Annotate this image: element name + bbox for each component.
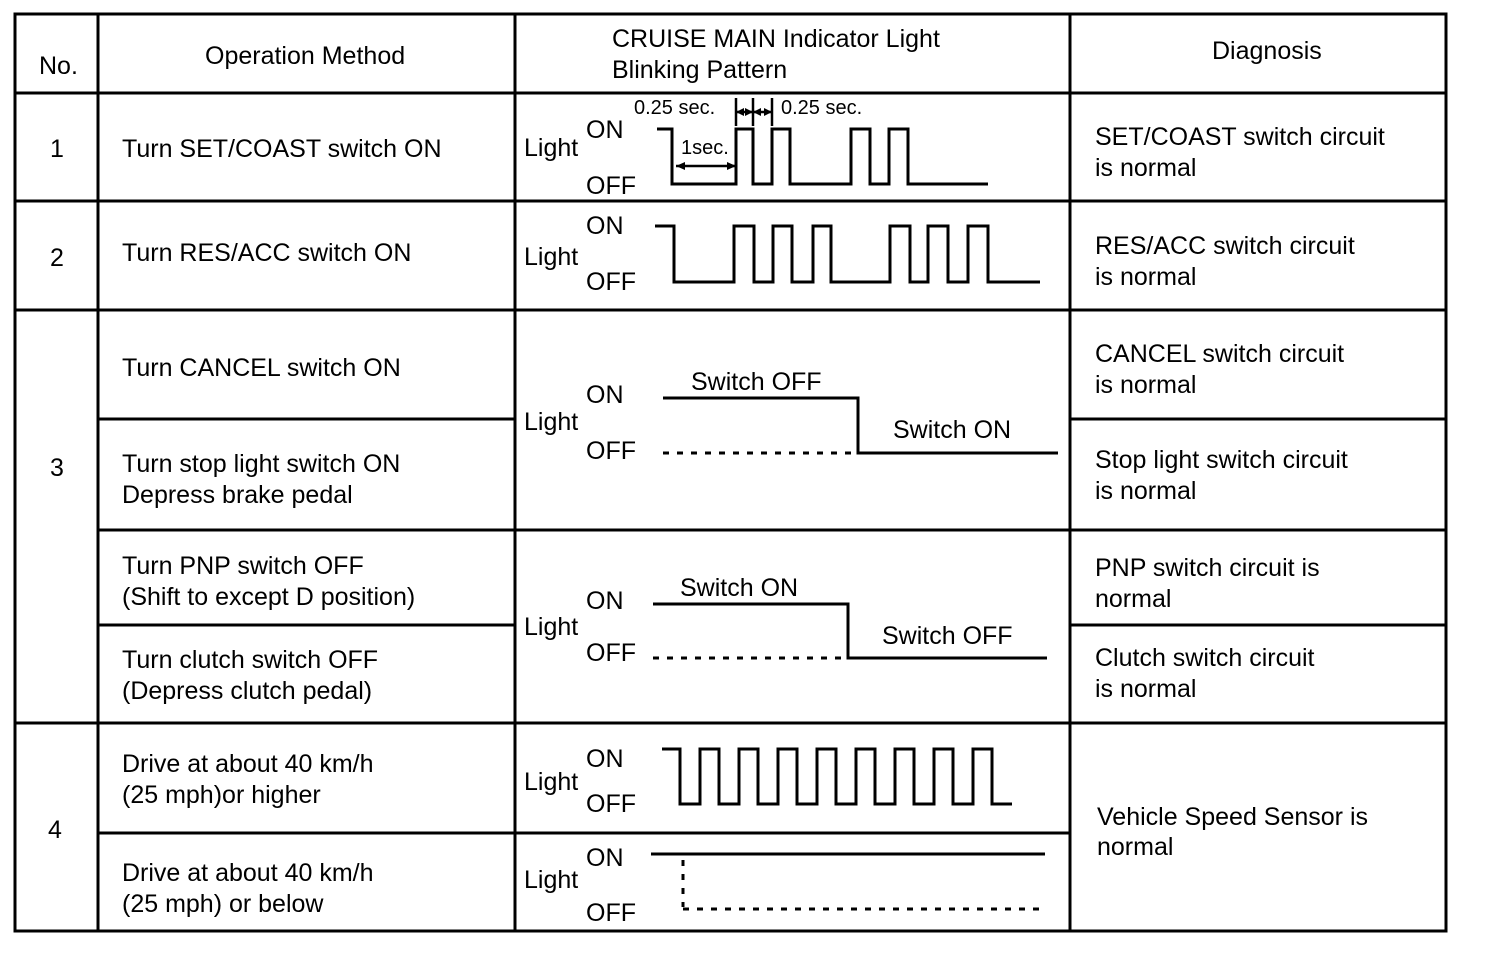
row1-on-label: ON — [586, 116, 624, 144]
row1-arrowhead-5 — [676, 162, 685, 170]
row2-off-label: OFF — [586, 268, 636, 296]
table-header — [39, 25, 1322, 84]
table-row-1 — [50, 97, 1385, 200]
row3ab-switch-on-label: Switch ON — [893, 416, 1012, 444]
row2-diagnosis-line1: RES/ACC switch circuit — [1095, 232, 1355, 260]
row3ab-off-label: OFF — [586, 437, 636, 465]
row4b-operation-line1: Drive at about 40 km/h — [122, 859, 374, 887]
row2-on-label: ON — [586, 212, 624, 240]
row4a-on-label: ON — [586, 745, 624, 773]
row4a-blink-waveform — [662, 749, 1012, 804]
row3b-operation-line1: Turn stop light switch ON — [122, 450, 401, 478]
row2-blink-waveform — [655, 226, 1040, 282]
row1-off-label: OFF — [586, 172, 636, 200]
row3cd-switch-on-label: Switch ON — [680, 574, 799, 602]
row2-light-label: Light — [524, 243, 579, 271]
row4b-light-label: Light — [524, 866, 579, 894]
row1-light-label: Light — [524, 134, 579, 162]
row3b-diagnosis-line2: is normal — [1095, 477, 1197, 505]
header-no: No. — [39, 52, 78, 80]
row1-diagnosis-line1: SET/COAST switch circuit — [1095, 123, 1385, 151]
row3c-diagnosis-line2: normal — [1095, 585, 1172, 613]
row3c-operation-line2: (Shift to except D position) — [122, 583, 416, 611]
row1-operation: Turn SET/COAST switch ON — [122, 135, 442, 163]
row4b-on-label: ON — [586, 844, 624, 872]
row2-no: 2 — [50, 244, 64, 272]
row1-time-025-b: 0.25 sec. — [781, 97, 863, 119]
header-pattern-line1: CRUISE MAIN Indicator Light — [612, 25, 940, 53]
row3ab-on-label: ON — [586, 381, 624, 409]
row3a-diagnosis-line2: is normal — [1095, 371, 1197, 399]
row4a-light-label: Light — [524, 768, 579, 796]
table-row-4 — [48, 745, 1368, 927]
row4-no: 4 — [48, 816, 62, 844]
row3d-diagnosis-line2: is normal — [1095, 675, 1197, 703]
row2-operation: Turn RES/ACC switch ON — [122, 239, 412, 267]
row3cd-off-label: OFF — [586, 639, 636, 667]
row3cd-on-label: ON — [586, 587, 624, 615]
row1-time-025-a: 0.25 sec. — [634, 97, 716, 119]
row4-diagnosis-line2: normal — [1097, 833, 1174, 861]
row3b-diagnosis-line1: Stop light switch circuit — [1095, 446, 1348, 474]
row4a-operation-line1: Drive at about 40 km/h — [122, 750, 374, 778]
row4b-operation-line2: (25 mph) or below — [122, 890, 324, 918]
row3d-operation-line1: Turn clutch switch OFF — [122, 646, 379, 674]
row1-no: 1 — [50, 135, 64, 163]
row4a-off-label: OFF — [586, 790, 636, 818]
row3ab-switch-off-label: Switch OFF — [691, 368, 822, 396]
row2-diagnosis-line2: is normal — [1095, 263, 1197, 291]
row3ab-light-label: Light — [524, 408, 579, 436]
row3c-diagnosis-line1: PNP switch circuit is — [1095, 554, 1320, 582]
row3cd-switch-off-label: Switch OFF — [882, 622, 1013, 650]
row3a-operation: Turn CANCEL switch ON — [122, 354, 401, 382]
row3a-diagnosis-line1: CANCEL switch circuit — [1095, 340, 1345, 368]
row3cd-light-label: Light — [524, 613, 579, 641]
row3-no: 3 — [50, 454, 64, 482]
row3c-operation-line1: Turn PNP switch OFF — [122, 552, 364, 580]
table-row-3 — [50, 340, 1348, 705]
header-operation: Operation Method — [205, 42, 406, 70]
header-pattern-line2: Blinking Pattern — [612, 56, 788, 84]
row3b-operation-line2: Depress brake pedal — [122, 481, 353, 509]
row3d-diagnosis-line1: Clutch switch circuit — [1095, 644, 1315, 672]
header-diagnosis: Diagnosis — [1212, 37, 1322, 65]
row4a-operation-line2: (25 mph)or higher — [122, 781, 321, 809]
row3d-operation-line2: (Depress clutch pedal) — [122, 677, 373, 705]
row4b-off-label: OFF — [586, 899, 636, 927]
row4-diagnosis-line1: Vehicle Speed Sensor is — [1097, 803, 1369, 831]
table-row-2 — [50, 212, 1355, 296]
row1-time-1sec: 1sec. — [681, 137, 729, 159]
row1-diagnosis-line2: is normal — [1095, 154, 1197, 182]
